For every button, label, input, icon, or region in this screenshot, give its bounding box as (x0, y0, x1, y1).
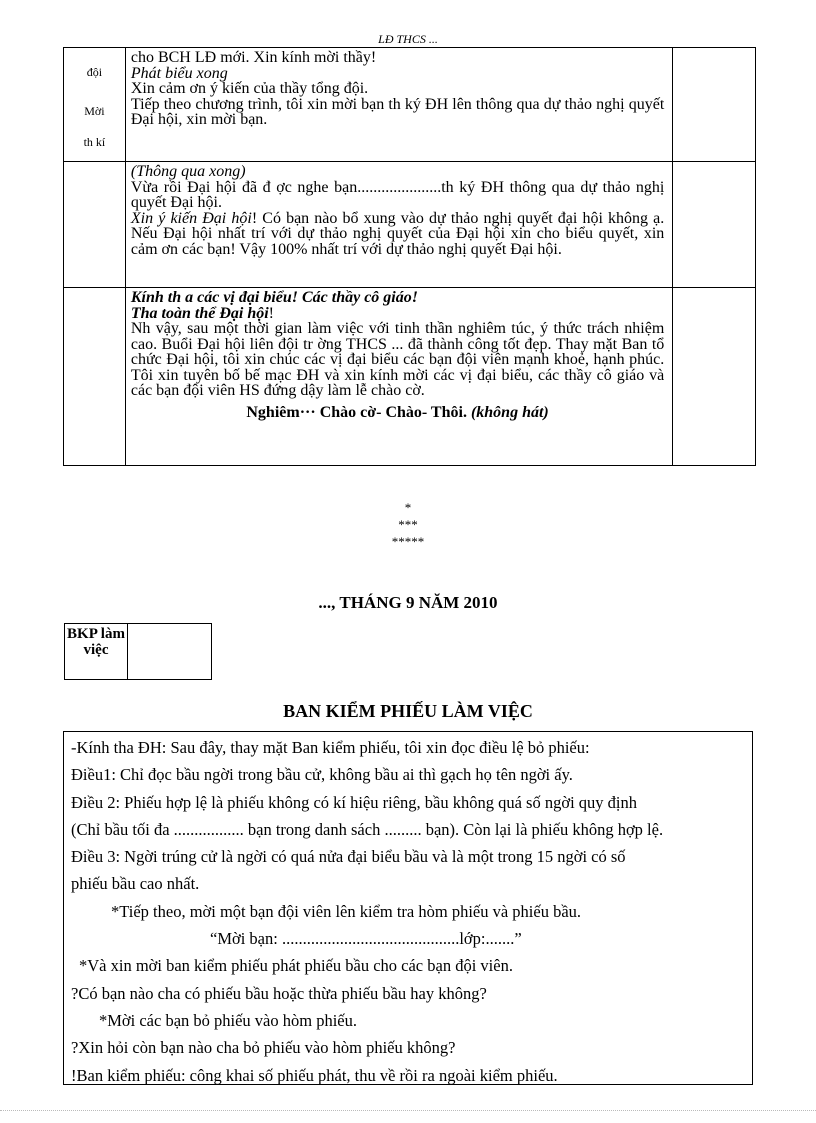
text-line: Nh vậy, sau một thời gian làm việc với tinh thần nghiêm túc, ý thức trách nhiệm cao. Buổi Đại hội liên đội tr ờng THCS ... đã thành công tốt đẹp. Thay mặt Ban tổ chức Đại hội, tôi xin chúc các vị đại biểu các bạn đội viên mạnh khoẻ, hạnh phúc. Tôi xin tuyên bố bế mạc ĐH và xin kính mời các vị đại biểu, các thầy cô giáo và các bạn đội viên HS đứng dậy làm lễ chào cờ. (130, 320, 665, 399)
text-line: cho BCH LĐ mới. Xin kính mời thầy! (130, 49, 377, 66)
text-line: ?Xin hỏi còn bạn nào cha bỏ phiếu vào hòm phiếu không? (71, 1038, 456, 1058)
bold-italic-phrase: Tha toàn thể Đại hội (130, 304, 269, 322)
content-cell (125, 162, 672, 288)
closing-note: (không hát) (470, 403, 549, 421)
ballot-rules-box (63, 731, 753, 1085)
star-separator (0, 499, 816, 550)
text-line: !Ban kiểm phiếu: công khai số phiếu phát, thu về rồi ra ngoài kiểm phiếu. (71, 1065, 558, 1085)
text-line: Tiếp theo chương trình, tôi xin mời bạn th ký ĐH lên thông qua dự thảo nghị quyết Đại hội, xin mời bạn. (130, 95, 665, 128)
text-line: Xin cảm ơn ý kiến của thầy tổng đội. (130, 80, 369, 97)
text-line: phiếu bầu cao nhất. (71, 874, 200, 894)
content-cell (125, 48, 672, 162)
role-label: đội (86, 65, 103, 79)
text-line: Điều 3: Ngời trúng cử là ngời có quá nửa đại biểu bầu và là một trong 15 ngời có số (71, 847, 626, 867)
table-row (64, 288, 756, 466)
closing-line (131, 405, 664, 421)
role-label: Mời (84, 104, 105, 118)
text-line (131, 211, 664, 258)
text-span: ! (268, 304, 274, 322)
text-line: -Kính tha ĐH: Sau đây, thay mặt Ban kiểm phiếu, tôi xin đọc điều lệ bỏ phiếu: (71, 738, 590, 757)
notes-cell (673, 162, 756, 288)
text-line: Phát biểu xong (130, 64, 228, 82)
text-line: *Và xin mời ban kiểm phiếu phát phiếu bầu cho các bạn đội viên. (79, 956, 513, 976)
table-row (64, 48, 756, 162)
page-header: LĐ THCS ... (378, 32, 438, 46)
text-line: Kính th a các vị đại biểu! Các thầy cô giáo! (130, 289, 418, 306)
table-row (64, 162, 756, 288)
text-line: (Chỉ bầu tối đa ................. bạn trong danh sách ......... bạn). Còn lại là phiếu không hợp lệ. (71, 819, 664, 839)
date-heading: ..., THÁNG 9 NĂM 2010 (318, 593, 498, 612)
text-line: ?Có bạn nào cha có phiếu bầu hoặc thừa phiếu bầu hay không? (71, 983, 487, 1003)
notes-cell (673, 48, 756, 162)
bkp-box (64, 623, 212, 680)
star-line: * (404, 500, 412, 515)
star-line: *** (398, 517, 418, 532)
text-line (131, 306, 664, 322)
role-cell (64, 48, 126, 162)
star-line: ***** (391, 534, 425, 549)
role-cell (64, 288, 126, 466)
bkp-label: BKP làm việc (65, 624, 128, 679)
text-line: Vừa rồi Đại hội đã đ ợc nghe bạn.....................th ký ĐH thông qua dự thảo nghị quyết Đại hội. (130, 178, 665, 211)
section-title: BAN KIỂM PHIẾU LÀM VIỆC (283, 701, 533, 721)
role-label: th kí (83, 135, 106, 149)
page-bottom-rule (0, 1110, 816, 1111)
italic-phrase: Xin ý kiến Đại hội (130, 209, 252, 227)
notes-cell (673, 288, 756, 466)
text-line: *Tiếp theo, mời một bạn đội viên lên kiểm tra hòm phiếu và phiếu bầu. (111, 901, 582, 921)
text-line: Điều1: Chỉ đọc bầu ngời trong bầu cử, không bầu ai thì gạch họ tên ngời ấy. (71, 765, 573, 785)
text-line: Điều 2: Phiếu hợp lệ là phiếu không có kí hiệu riêng, bầu không quá số ngời quy định (71, 792, 637, 812)
role-cell (64, 162, 126, 288)
text-span: ! Có bạn nào bổ xung vào dự thảo nghị quyết đại hội không ạ. Nếu Đại hội nhất trí với dự thảo nghị quyết của Đại hội xin cho biểu quyết, xin cảm ơn các bạn! Vậy 100% nhất trí với dự thảo nghị quyết Đại hội. (130, 209, 665, 258)
content-cell (125, 288, 672, 466)
text-line: *Mời các bạn bỏ phiếu vào hòm phiếu. (99, 1010, 357, 1030)
text-line: (Thông qua xong) (130, 163, 246, 180)
closing-text: Nghiêm··· Chào cờ- Chào- Thôi. (246, 403, 467, 421)
text-line: “Mời bạn: ...........................................lớp:.......” (210, 929, 522, 949)
script-table (63, 47, 756, 466)
